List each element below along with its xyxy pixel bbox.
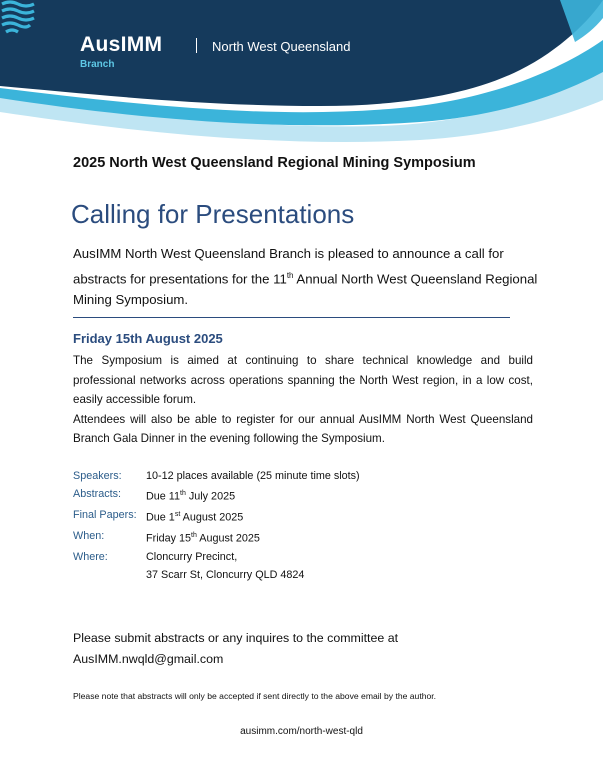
details-list xyxy=(73,467,360,584)
detail-label: Where: xyxy=(73,550,108,563)
header-divider xyxy=(196,38,197,53)
detail-label-spacer xyxy=(73,566,146,584)
value-text: July 2025 xyxy=(185,490,236,503)
description-paragraph-1: The Symposium is aimed at continuing to share technical knowledge and build professional networks across operations spanning the North West region, in a low cost, easily accessible forum. xyxy=(73,354,533,406)
brand-name: AusIMM xyxy=(80,33,163,56)
value-text: August 2025 xyxy=(180,511,244,524)
value-text: Due 1 xyxy=(146,511,175,524)
value-sup: th xyxy=(180,490,186,498)
intro-text-1: AusIMM North West Queensland Branch is pleased to announce a call for abstracts for presentations for the 11 xyxy=(73,246,504,286)
detail-row-final-papers xyxy=(73,506,360,527)
detail-value: 37 Scarr St, Cloncurry QLD 4824 xyxy=(146,568,305,581)
value-sup: st xyxy=(174,511,181,518)
detail-value xyxy=(146,506,243,527)
section-divider xyxy=(73,317,510,318)
event-date-heading: Friday 15th August 2025 xyxy=(73,331,223,346)
detail-row-when xyxy=(73,527,360,548)
contact-email[interactable]: AusIMM.nwqld@gmail.com xyxy=(73,652,224,666)
intro-text-2: Annual North West Queensland Regional Mining Symposium. xyxy=(73,270,538,308)
description xyxy=(73,351,533,449)
detail-value xyxy=(146,527,260,548)
detail-row-abstracts xyxy=(73,485,360,506)
detail-label: Abstracts: xyxy=(73,488,122,501)
header-banner xyxy=(0,0,603,150)
detail-label: Final Papers: xyxy=(73,509,137,521)
detail-value: Cloncurry Precinct, xyxy=(146,550,238,563)
detail-value: 10-12 places available (25 minute time slots) xyxy=(146,470,360,482)
footer-link[interactable]: ausimm.com/north-west-qld xyxy=(240,726,363,737)
value-text: Friday 15 xyxy=(146,532,192,545)
detail-row-where xyxy=(73,548,360,566)
symposium-title: 2025 North West Queensland Regional Mining Symposium xyxy=(73,155,476,171)
page-title: Calling for Presentations xyxy=(71,199,355,229)
submission-note: Please note that abstracts will only be accepted if sent directly to the above email by the author. xyxy=(73,691,437,701)
detail-label: Speakers: xyxy=(73,470,122,482)
region-name: North West Queensland xyxy=(212,39,351,54)
ausimm-wave-logo-icon xyxy=(0,0,36,34)
detail-row-where-address xyxy=(73,566,360,584)
value-text: August 2025 xyxy=(196,532,260,545)
detail-value xyxy=(146,485,235,506)
value-sup: th xyxy=(191,531,197,539)
value-text: Due 11 xyxy=(146,490,181,503)
submit-section xyxy=(73,628,398,670)
header-wave-graphic xyxy=(0,0,603,150)
intro-paragraph xyxy=(73,243,543,311)
branch-label: Branch xyxy=(80,59,115,70)
description-paragraph-2: Attendees will also be able to register for our annual AusIMM North West Queensland Branch Gala Dinner in the evening following the Symposium. xyxy=(73,412,533,445)
detail-row-speakers xyxy=(73,467,360,485)
intro-sup: th xyxy=(286,270,294,280)
submit-text: Please submit abstracts or any inquires to the committee at xyxy=(73,631,399,645)
detail-label: When: xyxy=(73,529,105,542)
